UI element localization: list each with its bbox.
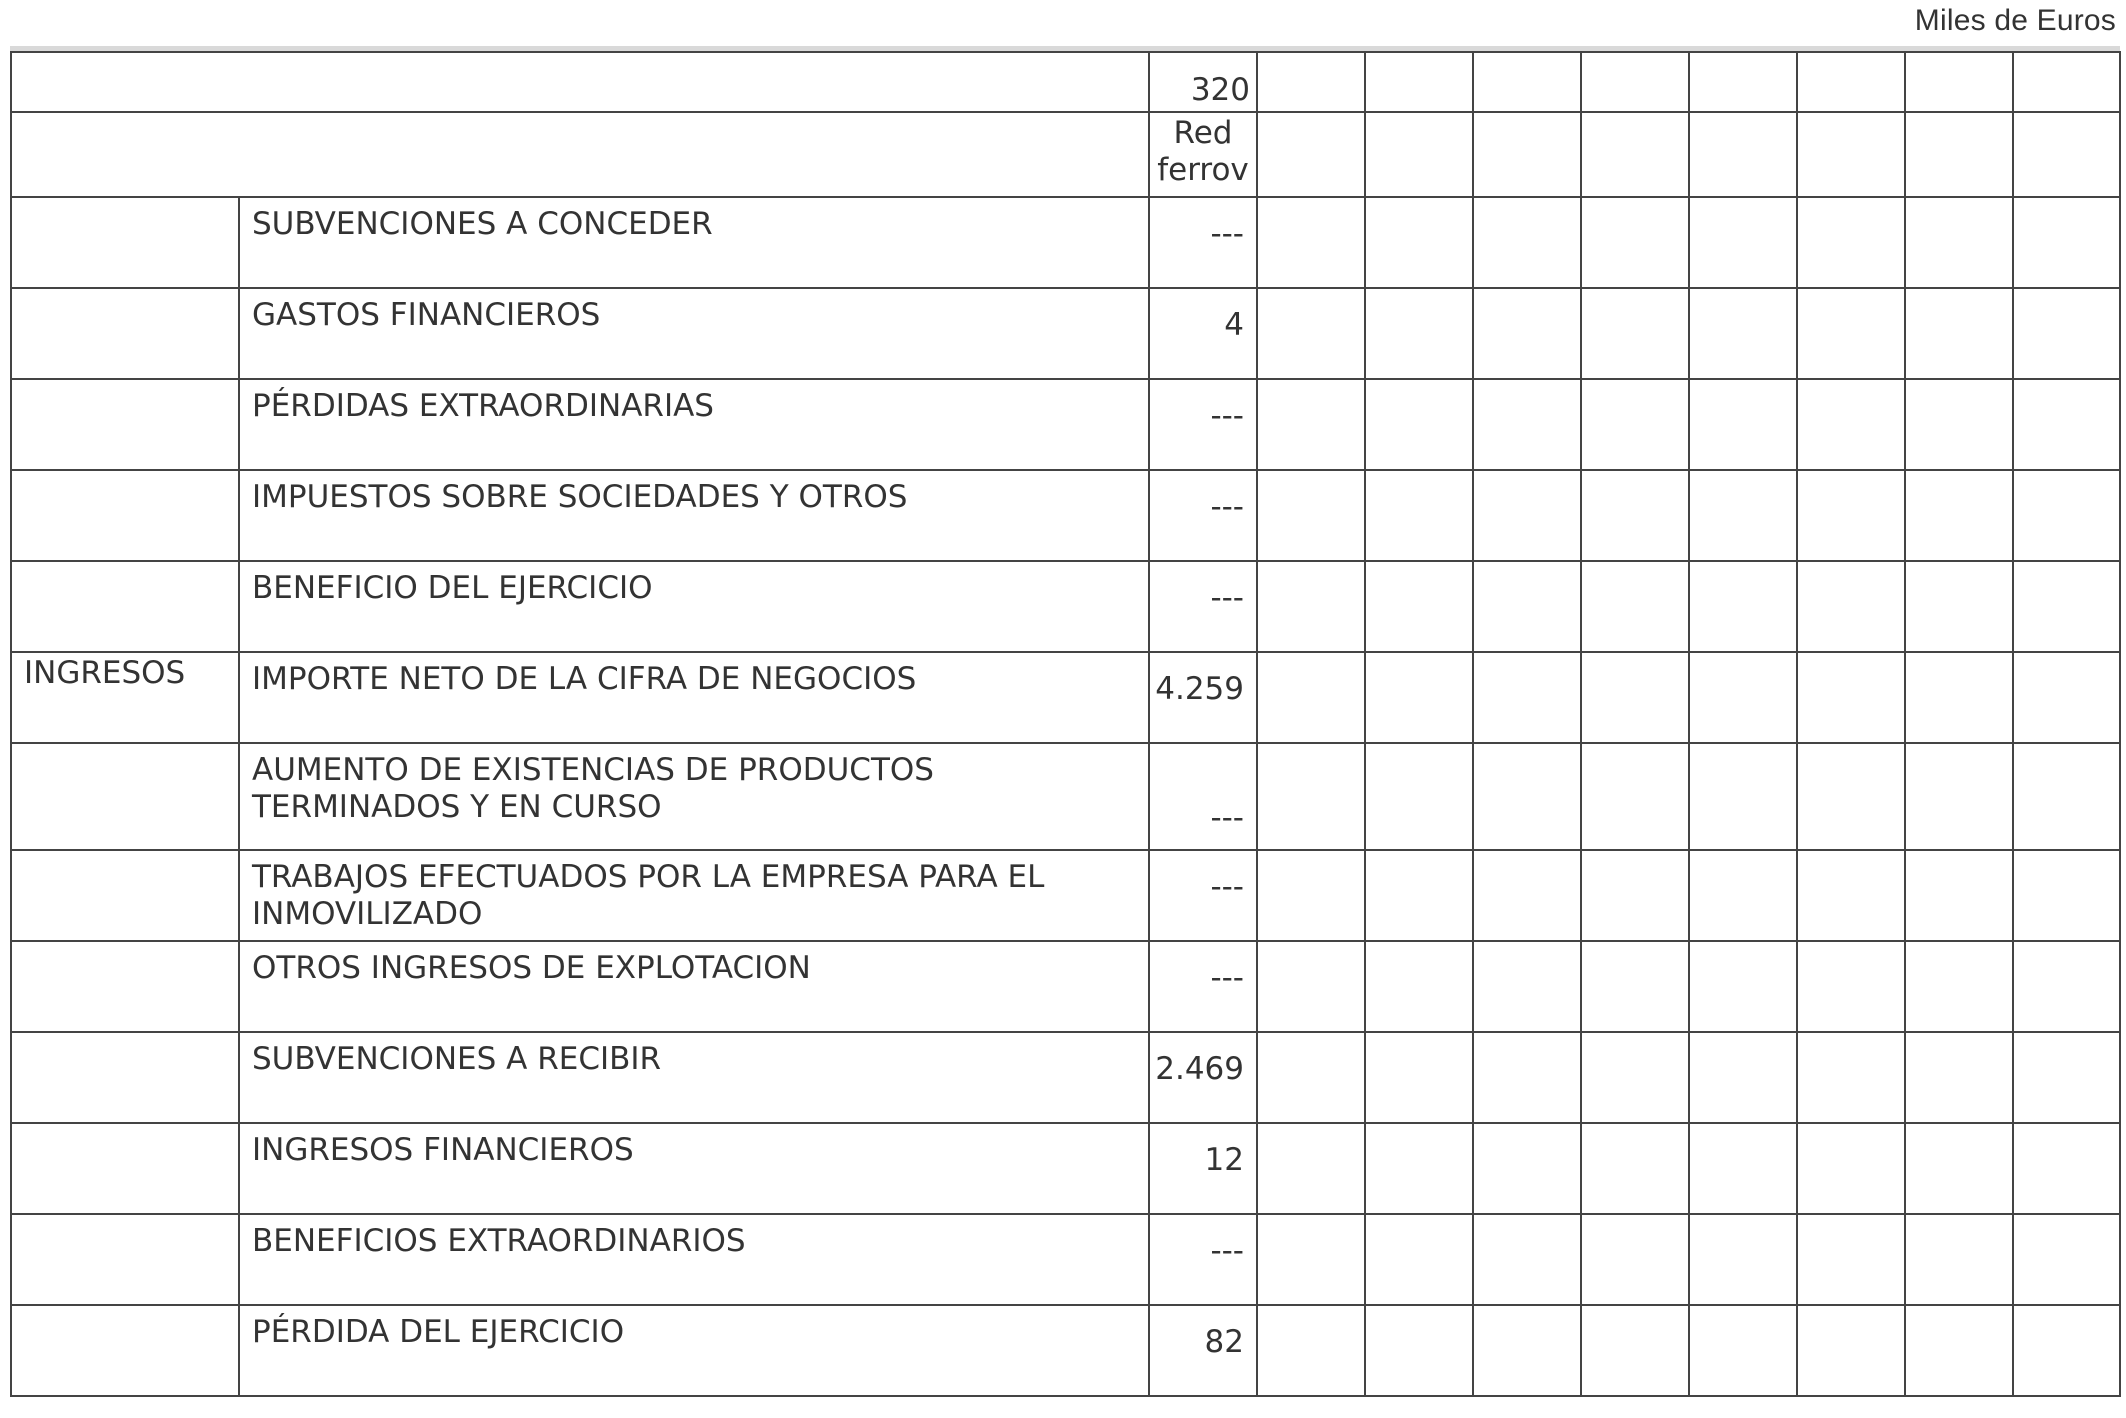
empty-cell — [1473, 743, 1581, 850]
table-row — [11, 561, 2120, 652]
empty-cell — [1797, 379, 1905, 470]
empty-cell — [1905, 379, 2013, 470]
empty-cell — [1473, 652, 1581, 743]
table-row — [11, 1305, 2120, 1396]
empty-cell — [1365, 112, 1473, 197]
empty-cell — [1689, 1032, 1797, 1123]
empty-cell — [1905, 1123, 2013, 1214]
empty-cell — [2013, 288, 2120, 379]
empty-cell — [1365, 1032, 1473, 1123]
amount-value: 4.259 — [1149, 652, 1257, 743]
empty-cell — [1581, 52, 1689, 112]
empty-cell — [1689, 1305, 1797, 1396]
empty-cell — [1257, 1123, 1365, 1214]
empty-cell — [1797, 470, 1905, 561]
table-row — [11, 197, 2120, 288]
header-blank-cell — [11, 112, 1149, 197]
empty-cell — [1689, 379, 1797, 470]
empty-cell — [1581, 1123, 1689, 1214]
concept-label: IMPORTE NETO DE LA CIFRA DE NEGOCIOS — [239, 652, 1149, 743]
empty-cell — [1473, 941, 1581, 1032]
empty-cell — [1581, 1305, 1689, 1396]
empty-cell — [1905, 561, 2013, 652]
empty-cell — [1905, 52, 2013, 112]
empty-cell — [1905, 652, 2013, 743]
empty-cell — [1257, 112, 1365, 197]
empty-cell — [1257, 1214, 1365, 1305]
amount-value: --- — [1149, 561, 1257, 652]
header-name-row — [11, 112, 2120, 197]
empty-cell — [1365, 1123, 1473, 1214]
empty-cell — [1473, 379, 1581, 470]
empty-cell — [1581, 850, 1689, 941]
empty-cell — [2013, 1032, 2120, 1123]
group-label — [11, 1214, 239, 1305]
empty-cell — [1797, 743, 1905, 850]
empty-cell — [1905, 470, 2013, 561]
empty-cell — [1689, 652, 1797, 743]
empty-cell — [2013, 941, 2120, 1032]
empty-cell — [1473, 197, 1581, 288]
empty-cell — [1797, 112, 1905, 197]
empty-cell — [1581, 112, 1689, 197]
empty-cell — [1689, 941, 1797, 1032]
empty-cell — [1689, 197, 1797, 288]
header-blank-cell — [11, 52, 1149, 112]
table-row — [11, 850, 2120, 941]
empty-cell — [1797, 197, 1905, 288]
empty-cell — [1473, 1214, 1581, 1305]
empty-cell — [1905, 1032, 2013, 1123]
empty-cell — [2013, 379, 2120, 470]
empty-cell — [1365, 52, 1473, 112]
group-label — [11, 379, 239, 470]
empty-cell — [1473, 850, 1581, 941]
group-label — [11, 1032, 239, 1123]
empty-cell — [1473, 288, 1581, 379]
empty-cell — [1365, 652, 1473, 743]
empty-cell — [1581, 379, 1689, 470]
empty-cell — [1797, 561, 1905, 652]
empty-cell — [1581, 470, 1689, 561]
empty-cell — [1365, 288, 1473, 379]
table-row — [11, 652, 2120, 743]
unit-note: Miles de Euros — [1914, 4, 2116, 37]
empty-cell — [2013, 52, 2120, 112]
group-label — [11, 941, 239, 1032]
amount-value: 82 — [1149, 1305, 1257, 1396]
empty-cell — [1473, 1032, 1581, 1123]
empty-cell — [2013, 470, 2120, 561]
empty-cell — [1581, 561, 1689, 652]
empty-cell — [2013, 1123, 2120, 1214]
table-row — [11, 1214, 2120, 1305]
empty-cell — [2013, 850, 2120, 941]
group-label — [11, 850, 239, 941]
empty-cell — [1257, 1032, 1365, 1123]
amount-value: --- — [1149, 941, 1257, 1032]
empty-cell — [1797, 52, 1905, 112]
table-row — [11, 1032, 2120, 1123]
empty-cell — [1689, 288, 1797, 379]
empty-cell — [1797, 1305, 1905, 1396]
empty-cell — [1365, 1214, 1473, 1305]
empty-cell — [1905, 1305, 2013, 1396]
empty-cell — [1365, 197, 1473, 288]
empty-cell — [1257, 288, 1365, 379]
budget-table — [10, 51, 2121, 1397]
empty-cell — [1365, 850, 1473, 941]
empty-cell — [1797, 1032, 1905, 1123]
table-row — [11, 379, 2120, 470]
concept-label: PÉRDIDA DEL EJERCICIO — [239, 1305, 1149, 1396]
amount-value: --- — [1149, 470, 1257, 561]
amount-value: --- — [1149, 850, 1257, 941]
empty-cell — [1365, 561, 1473, 652]
amount-value: 12 — [1149, 1123, 1257, 1214]
empty-cell — [1797, 1123, 1905, 1214]
empty-cell — [1797, 652, 1905, 743]
empty-cell — [1905, 112, 2013, 197]
empty-cell — [1689, 850, 1797, 941]
empty-cell — [1797, 941, 1905, 1032]
concept-label: BENEFICIOS EXTRAORDINARIOS — [239, 1214, 1149, 1305]
empty-cell — [1473, 561, 1581, 652]
empty-cell — [1689, 470, 1797, 561]
empty-cell — [1473, 1123, 1581, 1214]
table-row — [11, 470, 2120, 561]
empty-cell — [1257, 1305, 1365, 1396]
empty-cell — [1257, 197, 1365, 288]
table-row — [11, 941, 2120, 1032]
empty-cell — [1581, 652, 1689, 743]
empty-cell — [1689, 1214, 1797, 1305]
empty-cell — [1689, 112, 1797, 197]
group-label — [11, 561, 239, 652]
group-label — [11, 1123, 239, 1214]
empty-cell — [1257, 652, 1365, 743]
group-label — [11, 197, 239, 288]
empty-cell — [1473, 112, 1581, 197]
amount-value: 2.469 — [1149, 1032, 1257, 1123]
concept-label: GASTOS FINANCIEROS — [239, 288, 1149, 379]
table-row — [11, 1123, 2120, 1214]
concept-label: BENEFICIO DEL EJERCICIO — [239, 561, 1149, 652]
group-label — [11, 288, 239, 379]
empty-cell — [1905, 743, 2013, 850]
table-row — [11, 288, 2120, 379]
empty-cell — [2013, 652, 2120, 743]
amount-value: --- — [1149, 379, 1257, 470]
empty-cell — [1581, 288, 1689, 379]
empty-cell — [1905, 1214, 2013, 1305]
empty-cell — [1473, 1305, 1581, 1396]
concept-label: OTROS INGRESOS DE EXPLOTACION — [239, 941, 1149, 1032]
concept-label: PÉRDIDAS EXTRAORDINARIAS — [239, 379, 1149, 470]
concept-label: SUBVENCIONES A CONCEDER — [239, 197, 1149, 288]
empty-cell — [1473, 470, 1581, 561]
amount-value: --- — [1149, 197, 1257, 288]
empty-cell — [1365, 743, 1473, 850]
empty-cell — [1581, 941, 1689, 1032]
empty-cell — [1905, 197, 2013, 288]
group-label — [11, 743, 239, 850]
empty-cell — [1905, 941, 2013, 1032]
empty-cell — [1797, 850, 1905, 941]
empty-cell — [1797, 1214, 1905, 1305]
amount-value: --- — [1149, 1214, 1257, 1305]
group-label — [11, 1305, 239, 1396]
empty-cell — [1257, 379, 1365, 470]
table-row — [11, 743, 2120, 850]
amount-value: --- — [1149, 743, 1257, 850]
empty-cell — [1257, 941, 1365, 1032]
empty-cell — [2013, 1214, 2120, 1305]
program-code: 320 — [1149, 52, 1257, 112]
program-name: Red ferrov — [1149, 112, 1257, 197]
concept-label: INGRESOS FINANCIEROS — [239, 1123, 1149, 1214]
concept-label: TRABAJOS EFECTUADOS POR LA EMPRESA PARA EL INMOVILIZADO — [239, 850, 1149, 941]
empty-cell — [2013, 197, 2120, 288]
empty-cell — [1365, 941, 1473, 1032]
empty-cell — [1365, 1305, 1473, 1396]
header-code-row — [11, 52, 2120, 112]
empty-cell — [2013, 743, 2120, 850]
concept-label: IMPUESTOS SOBRE SOCIEDADES Y OTROS — [239, 470, 1149, 561]
empty-cell — [1581, 743, 1689, 850]
empty-cell — [2013, 1305, 2120, 1396]
concept-label: SUBVENCIONES A RECIBIR — [239, 1032, 1149, 1123]
empty-cell — [1365, 470, 1473, 561]
empty-cell — [1257, 470, 1365, 561]
group-label — [11, 470, 239, 561]
empty-cell — [2013, 112, 2120, 197]
group-label: INGRESOS — [11, 652, 239, 743]
empty-cell — [1581, 1032, 1689, 1123]
empty-cell — [1689, 1123, 1797, 1214]
empty-cell — [1905, 288, 2013, 379]
empty-cell — [1257, 850, 1365, 941]
empty-cell — [1257, 561, 1365, 652]
empty-cell — [1689, 743, 1797, 850]
empty-cell — [1257, 52, 1365, 112]
empty-cell — [1905, 850, 2013, 941]
empty-cell — [1473, 52, 1581, 112]
empty-cell — [2013, 561, 2120, 652]
empty-cell — [1689, 52, 1797, 112]
empty-cell — [1581, 197, 1689, 288]
empty-cell — [1257, 743, 1365, 850]
empty-cell — [1581, 1214, 1689, 1305]
empty-cell — [1689, 561, 1797, 652]
concept-label: AUMENTO DE EXISTENCIAS DE PRODUCTOS TERMINADOS Y EN CURSO — [239, 743, 1149, 850]
empty-cell — [1365, 379, 1473, 470]
empty-cell — [1797, 288, 1905, 379]
amount-value: 4 — [1149, 288, 1257, 379]
